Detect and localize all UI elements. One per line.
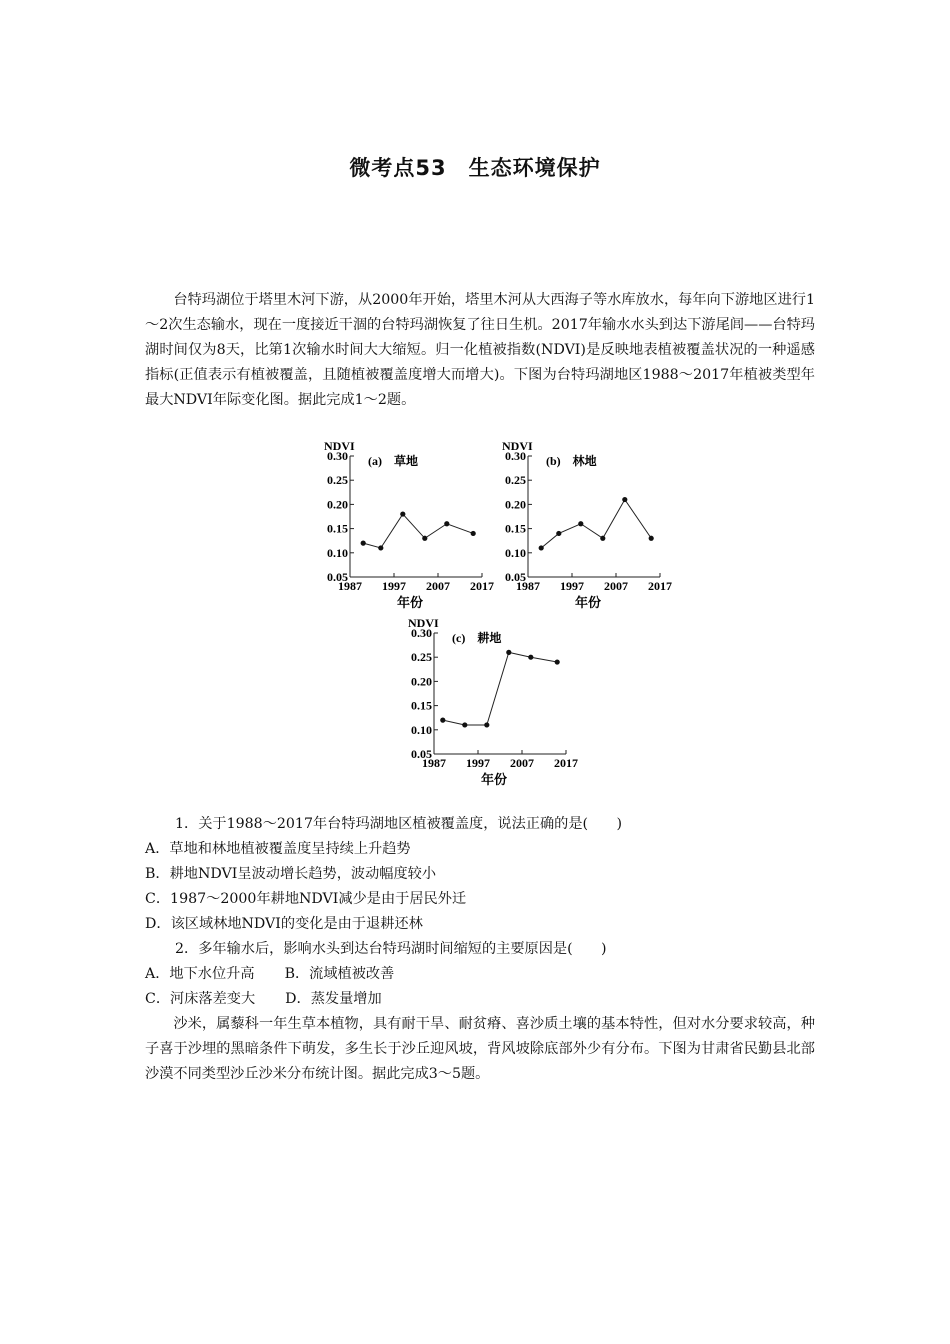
grassland-y-axis-label: NDVI [324, 439, 355, 453]
farmland-y-tick-label: 0.05 [411, 747, 432, 761]
question-1-option-a: A．草地和林地植被覆盖度呈持续上升趋势 [145, 841, 411, 857]
chart-grassland [318, 434, 498, 614]
forest-data-point [600, 536, 605, 541]
forest-data-point [578, 521, 583, 526]
question-1-stem: 1．关于1988～2017年台特玛湖地区植被覆盖度，说法正确的是( ) [175, 816, 622, 832]
grassland-data-point [422, 536, 427, 541]
forest-data-point [649, 536, 654, 541]
farmland-x-tick-label: 2007 [510, 756, 534, 770]
grassland-panel-label: (a) 草地 [368, 454, 418, 468]
forest-data-point [556, 531, 561, 536]
question-2-option-a: A．地下水位升高 [145, 966, 255, 982]
grassland-data-point [444, 521, 449, 526]
farmland-data-point [528, 655, 533, 660]
grassland-x-tick-label: 2017 [470, 579, 494, 593]
forest-series-line [541, 500, 651, 548]
forest-data-point [622, 497, 627, 502]
forest-y-tick-label: 0.10 [505, 545, 526, 560]
question-2-option-b: B．流域植被改善 [284, 966, 395, 982]
grassland-y-tick-label: 0.15 [327, 521, 348, 536]
forest-x-tick-label: 1987 [516, 579, 540, 593]
question-1-option-c: C．1987～2000年耕地NDVI减少是由于居民外迁 [145, 891, 467, 907]
grassland-series-line [363, 514, 473, 548]
farmland-x-tick-label: 1987 [422, 756, 446, 770]
farmland-y-axis-label: NDVI [408, 616, 439, 630]
grassland-x-tick-label: 1987 [338, 579, 362, 593]
question-2-stem: 2．多年输水后，影响水头到达台特玛湖时间缩短的主要原因是( ) [175, 941, 607, 957]
forest-panel-label: (b) 林地 [546, 454, 597, 468]
farmland-y-tick-label: 0.15 [411, 698, 432, 713]
farmland-panel-label: (c) 耕地 [452, 631, 502, 645]
farmland-data-point [506, 650, 511, 655]
farmland-y-tick-label: 0.10 [411, 722, 432, 737]
chart-farmland [402, 611, 582, 791]
grassland-y-tick-label: 0.05 [327, 570, 348, 584]
farmland-series-line [443, 652, 557, 725]
question-2-options-cd [145, 987, 815, 1012]
forest-y-tick-label: 0.15 [505, 521, 526, 536]
grassland-data-point [400, 511, 405, 516]
grassland-data-point [361, 541, 366, 546]
forest-y-tick-label: 0.20 [505, 497, 526, 512]
farmland-y-tick-label: 0.30 [411, 626, 432, 640]
grassland-y-tick-label: 0.10 [327, 545, 348, 560]
grassland-y-tick-label: 0.20 [327, 497, 348, 512]
question-2-option-d: D．蒸发量增加 [285, 991, 382, 1007]
forest-y-tick-label: 0.30 [505, 449, 526, 463]
forest-y-axis-label: NDVI [502, 439, 533, 453]
grassland-data-point [378, 545, 383, 550]
farmland-x-axis-label: 年份 [480, 772, 508, 787]
question-2-options-ab [145, 962, 815, 987]
farmland-x-tick-label: 2017 [554, 756, 578, 770]
question-1-option-b: B．耕地NDVI呈波动增长趋势，波动幅度较小 [145, 866, 437, 882]
farmland-y-tick-label: 0.25 [411, 650, 432, 665]
farmland-data-point [484, 722, 489, 727]
question-2-option-c: C．河床落差变大 [145, 991, 256, 1007]
forest-x-tick-label: 1997 [560, 579, 584, 593]
grassland-x-tick-label: 1997 [382, 579, 406, 593]
grassland-x-axis-label: 年份 [396, 595, 424, 610]
shami-paragraph: 沙米，属藜科一年生草本植物，具有耐干旱、耐贫瘠、喜沙质土壤的基本特性，但对水分要求较高，种子喜于沙埋的黑暗条件下萌发，多生长于沙丘迎风坡，背风坡除底部外少有分布。下图为甘肃省民勤县北部沙漠不同类型沙丘沙米分布统计图。据此完成3～5题。 [145, 1016, 815, 1082]
grassland-x-tick-label: 2007 [426, 579, 450, 593]
farmland-data-point [440, 718, 445, 723]
page-title: 微考点53 生态环境保护 [349, 156, 601, 180]
forest-x-axis-label: 年份 [574, 595, 602, 610]
farmland-y-tick-label: 0.20 [411, 674, 432, 689]
grassland-data-point [471, 531, 476, 536]
chart-forest [496, 434, 676, 614]
forest-x-tick-label: 2007 [604, 579, 628, 593]
question-block [145, 812, 815, 1012]
forest-data-point [539, 545, 544, 550]
grassland-y-tick-label: 0.30 [327, 449, 348, 463]
forest-y-tick-label: 0.05 [505, 570, 526, 584]
forest-y-tick-label: 0.25 [505, 473, 526, 488]
farmland-x-tick-label: 1997 [466, 756, 490, 770]
farmland-data-point [462, 722, 467, 727]
intro-paragraph: 台特玛湖位于塔里木河下游，从2000年开始，塔里木河从大西海子等水库放水，每年向下游地区进行1～2次生态输水，现在一度接近干涸的台特玛湖恢复了往日生机。2017年输水水头到达下游尾闾——台特玛湖时间仅为8天，比第1次输水时间大大缩短。归一化植被指数(NDVI)是反映地表植被覆盖状况的一种遥感指标(正值表示有植被覆盖，且随植被覆盖度增大而增大)。下图为台特玛湖地区1988～2017年植被类型年最大NDVI年际变化图。据此完成1～2题。 [145, 292, 815, 408]
forest-x-tick-label: 2017 [648, 579, 672, 593]
farmland-data-point [555, 659, 560, 664]
grassland-y-tick-label: 0.25 [327, 473, 348, 488]
question-1-option-d: D．该区域林地NDVI的变化是由于退耕还林 [145, 916, 423, 932]
